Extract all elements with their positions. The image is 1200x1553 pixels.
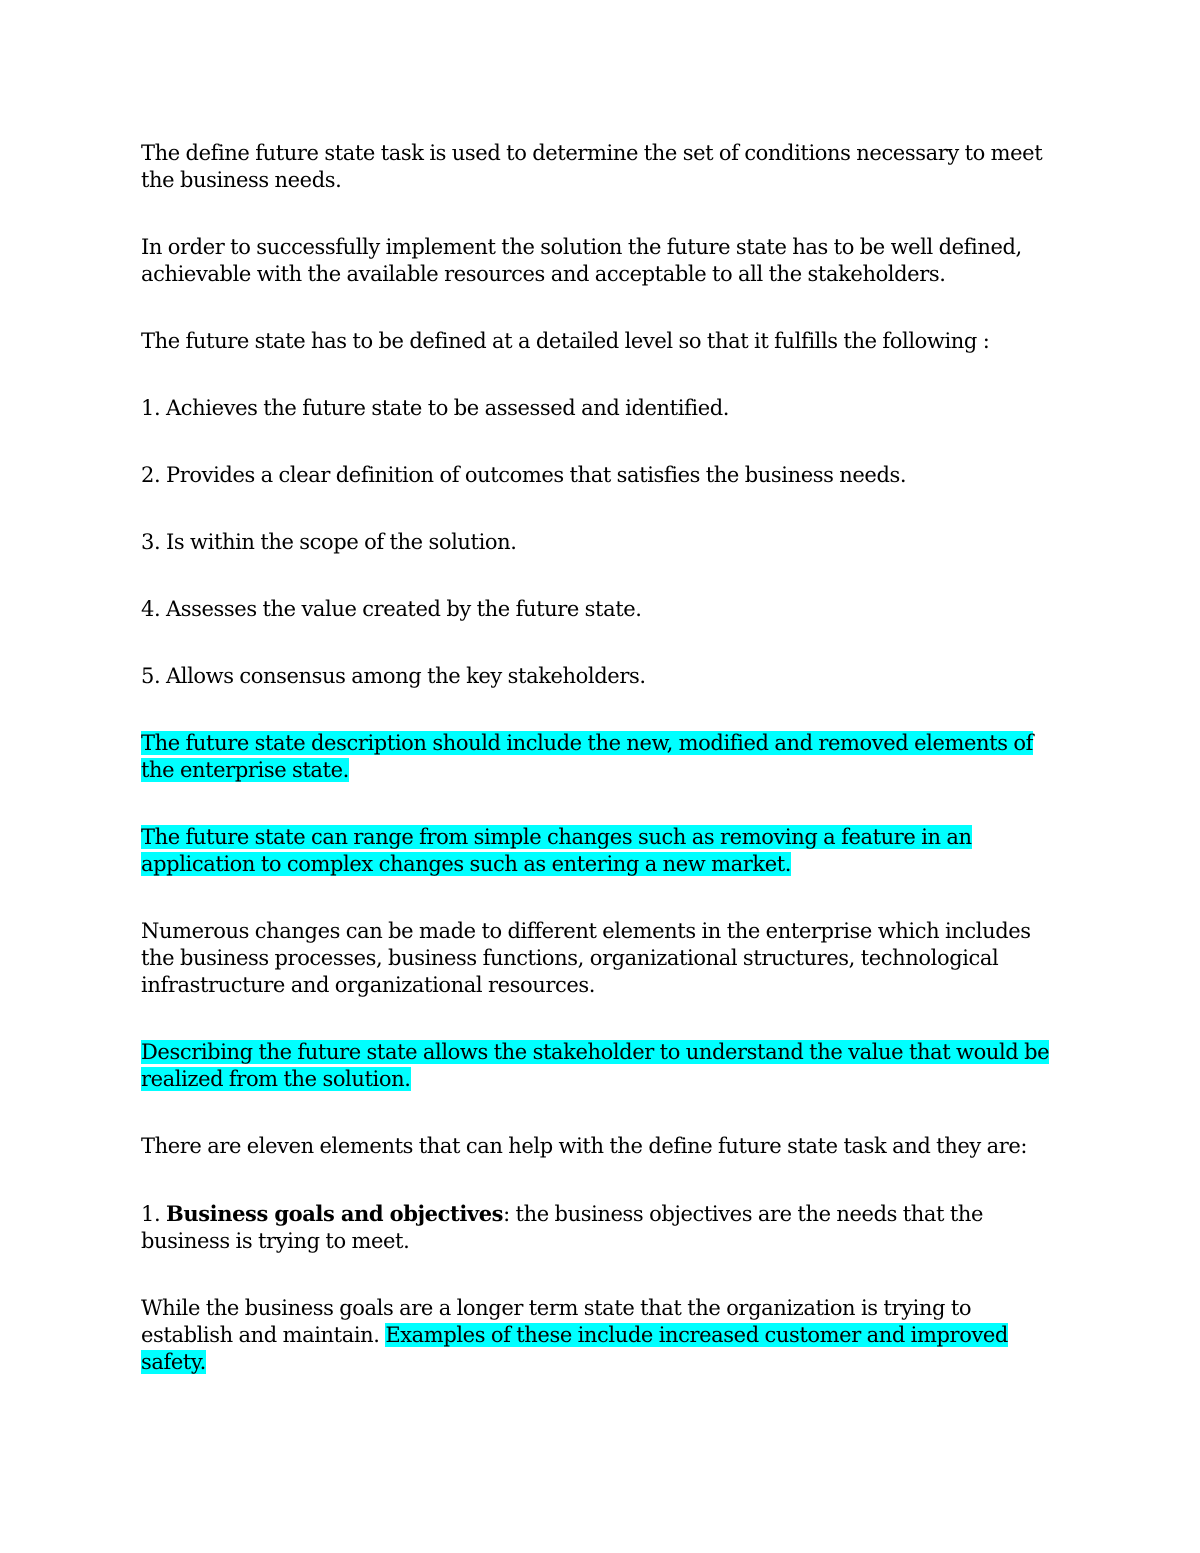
element-number: 1. [141,1202,167,1226]
highlight-text: The future state description should include the new, modified and removed elements of the enterprise state. [141,731,1033,782]
element-item-business-goals [141,1200,1061,1255]
paragraph-intro: The define future state task is used to determine the set of conditions necessary to meet the business needs. [141,141,1043,192]
list-item: 1. Achieves the future state to be assessed and identified. [141,396,730,420]
paragraph-requirements-lead: The future state has to be defined at a detailed level so that it fulfills the following : [141,329,990,353]
highlight-text: Describing the future state allows the stakeholder to understand the value that would be realized from the solution. [141,1040,1050,1091]
list-item: 5. Allows consensus among the key stakeholders. [141,664,646,688]
element-term: Business goals and objectives [166,1201,504,1226]
highlight-text: Examples of these include increased customer and improved safety. [141,1323,1008,1374]
highlighted-paragraph-description [141,730,1061,784]
paragraph-plain-text: While the business goals are a longer term state that the organization is trying to establish and maintain. [141,1296,972,1347]
list-item: 2. Provides a clear definition of outcomes that satisfies the business needs. [141,463,907,487]
highlighted-paragraph-value [141,1039,1061,1093]
paragraph-business-goals [141,1295,1061,1376]
highlight-text: The future state can range from simple changes such as removing a feature in an application to complex changes such as entering a new market. [141,825,972,876]
highlighted-paragraph-range [141,824,1061,878]
paragraph-changes: Numerous changes can be made to different elements in the enterprise which includes the business processes, business functions, organizational structures, technological infrastructure and organizational resources. [141,919,1031,997]
element-definition: : the business objectives are the needs that the business is trying to meet. [141,1202,984,1253]
paragraph-implementation: In order to successfully implement the solution the future state has to be well defined, achievable with the available resources and acceptable to all the stakeholders. [141,235,1022,286]
paragraph-elements-lead: There are eleven elements that can help with the define future state task and they are: [141,1134,1028,1158]
list-item: 3. Is within the scope of the solution. [141,530,517,554]
document-body [141,140,1061,1416]
list-item: 4. Assesses the value created by the future state. [141,597,642,621]
